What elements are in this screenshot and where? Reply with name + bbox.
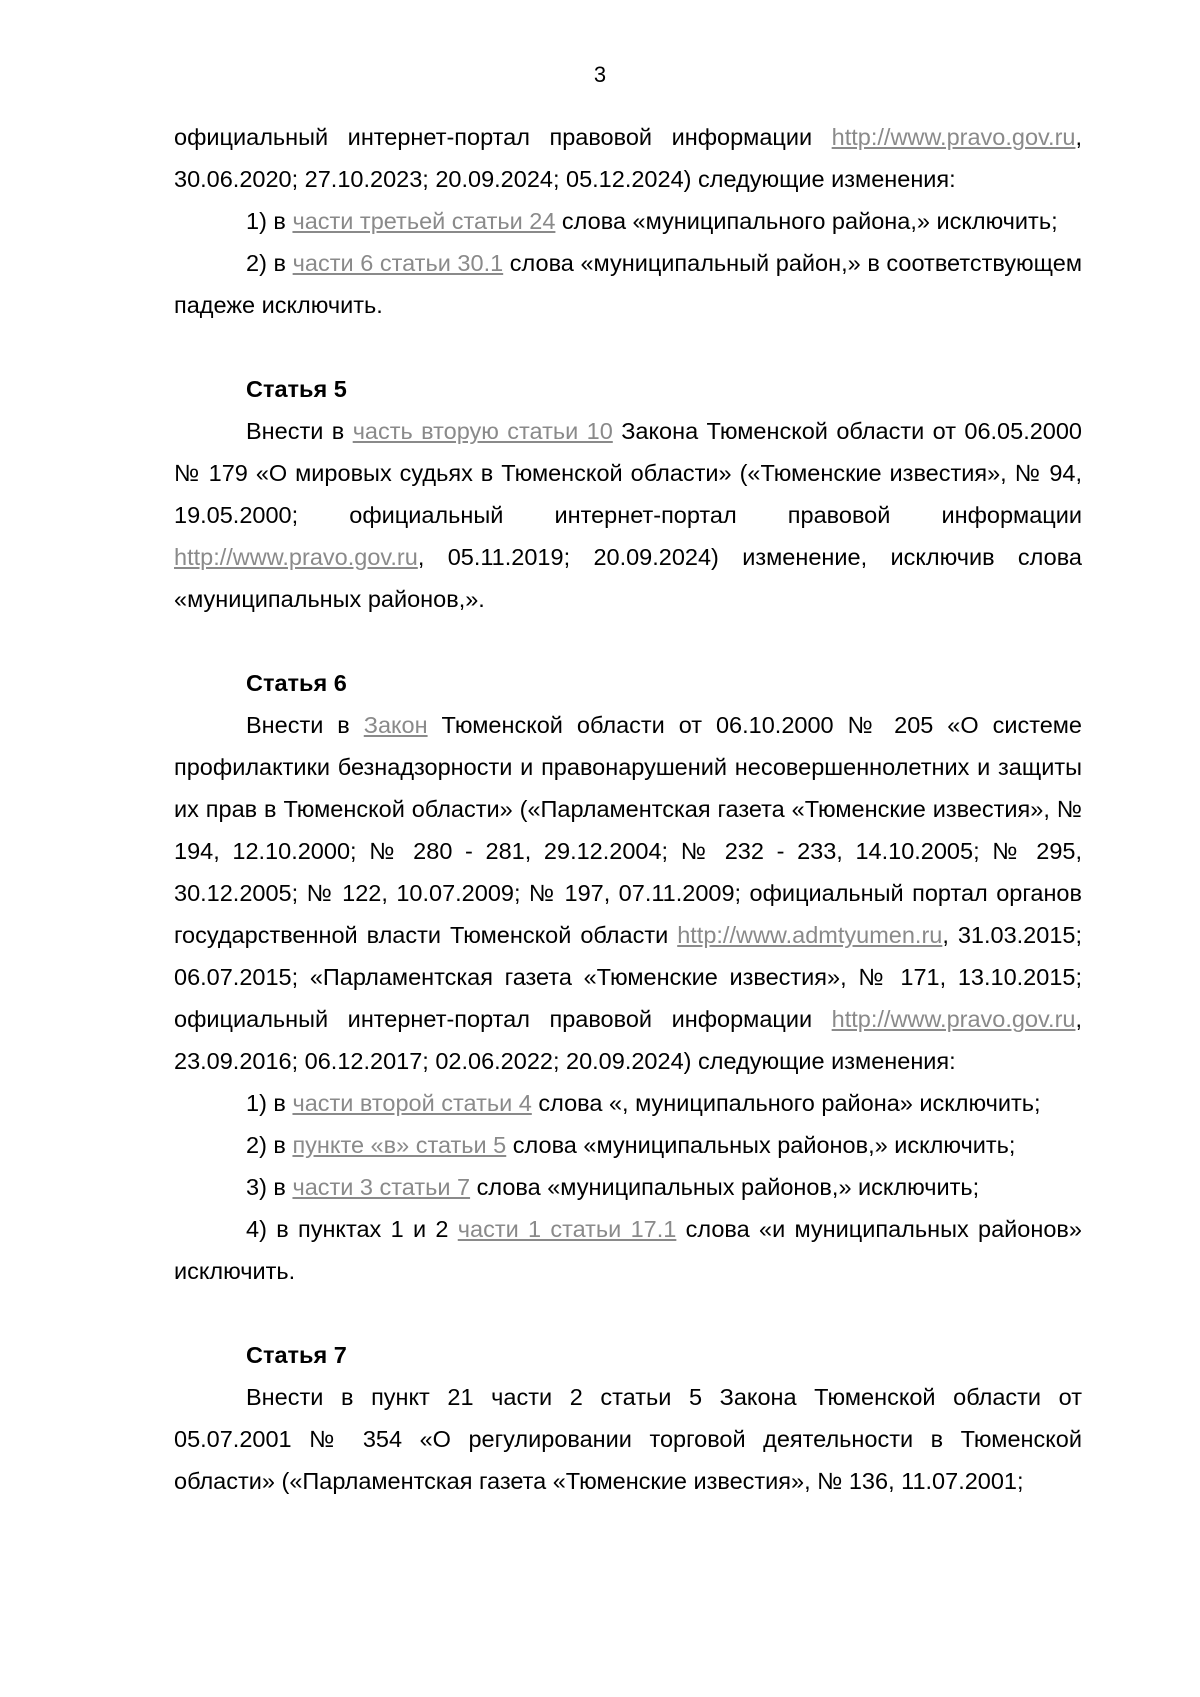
text: Внести в [246, 418, 353, 444]
link-article-ref[interactable]: часть вторую статьи 10 [352, 418, 613, 444]
link-article-ref[interactable]: части 1 статьи 17.1 [457, 1216, 677, 1242]
page-number: 3 [593, 62, 607, 87]
text: , 05.11.2019; 20.09.2024) изменение, исключив слова «муниципальных районов,». [174, 544, 1082, 612]
text: 1) в [246, 208, 293, 234]
list-item [174, 1208, 1082, 1292]
article-paragraph: Внести в пункт 21 части 2 статьи 5 Закона Тюменской области от 05.07.2001 № 354 «О регулировании торговой деятельности в Тюменской области» («Парламентская газета «Тюменские известия», № 136, 11.07.2001; [174, 1384, 1082, 1494]
list-item [174, 242, 1082, 326]
text: слова «и муниципальных районов» исключить. [174, 1216, 1082, 1284]
list-item [174, 200, 1082, 242]
list-item [174, 1082, 1082, 1124]
text: , 23.09.2016; 06.12.2017; 02.06.2022; 20.09.2024) следующие изменения: [174, 1006, 1082, 1074]
text: слова «, муниципального района» исключить; [531, 1090, 1041, 1116]
list-item [174, 1124, 1082, 1166]
document-body [174, 116, 1082, 1502]
article-paragraph [174, 410, 1082, 620]
text: 2) в [246, 1132, 293, 1158]
text: Закона Тюменской области от 06.05.2000 № 179 «О мировых судьях в Тюменской области» («Тюменские известия», № 94, 19.05.2000; официальный интернет-портал правовой информации [174, 418, 1083, 528]
article-heading: Статья 6 [246, 670, 347, 696]
text: 2) в [246, 250, 293, 276]
link-article-ref[interactable]: части 6 статьи 30.1 [292, 250, 504, 276]
link-pravo[interactable]: http://www.pravo.gov.ru [831, 124, 1076, 150]
text: , 31.03.2015; 06.07.2015; «Парламентская газета «Тюменские известия», № 171, 13.10.2015; официальный интернет-портал правовой информации [174, 922, 1082, 1032]
text: 4) в пунктах 1 и 2 [246, 1216, 458, 1242]
link-article-ref[interactable]: части второй статьи 4 [292, 1090, 532, 1116]
text: 1) в [246, 1090, 293, 1116]
link-article-ref[interactable]: части 3 статьи 7 [292, 1174, 471, 1200]
text: Тюменской области от 06.10.2000 № 205 «О системе профилактики безнадзорности и правонарушений несовершеннолетних и защиты их прав в Тюменской области» («Парламентская газета «Тюменские известия», № 194, 12.10.2000; № 280 - 281, 29.12.2004; № 232 - 233, 14.10.2005; № 295, 30.12.2005; № 122, 10.07.2009; № 197, 07.11.2009; официальный портал органов государственной власти Тюменской области [174, 712, 1082, 948]
paragraph-continuation [174, 116, 1082, 200]
text: официальный интернет-портал правовой информации [174, 124, 832, 150]
link-pravo[interactable]: http://www.pravo.gov.ru [831, 1006, 1076, 1032]
list-item [174, 1166, 1082, 1208]
link-admtyumen[interactable]: http://www.admtyumen.ru [677, 922, 943, 948]
link-pravo[interactable]: http://www.pravo.gov.ru [174, 544, 418, 570]
article-heading: Статья 5 [246, 376, 347, 402]
article-heading: Статья 7 [246, 1342, 347, 1368]
text: Внести в [246, 712, 364, 738]
text: слова «муниципальных районов,» исключить; [506, 1132, 1016, 1158]
text: слова «муниципального района,» исключить; [555, 208, 1058, 234]
link-article-ref[interactable]: части третьей статьи 24 [292, 208, 556, 234]
text: слова «муниципальный район,» в соответствующем падеже исключить. [174, 250, 1082, 318]
link-article-ref[interactable]: пункте «в» статьи 5 [292, 1132, 507, 1158]
text: , 30.06.2020; 27.10.2023; 20.09.2024; 05.12.2024) следующие изменения: [174, 124, 1082, 192]
article-paragraph [174, 704, 1082, 1082]
text: слова «муниципальных районов,» исключить; [470, 1174, 980, 1200]
text: 3) в [246, 1174, 293, 1200]
link-law-ref[interactable]: Закон [363, 712, 428, 738]
